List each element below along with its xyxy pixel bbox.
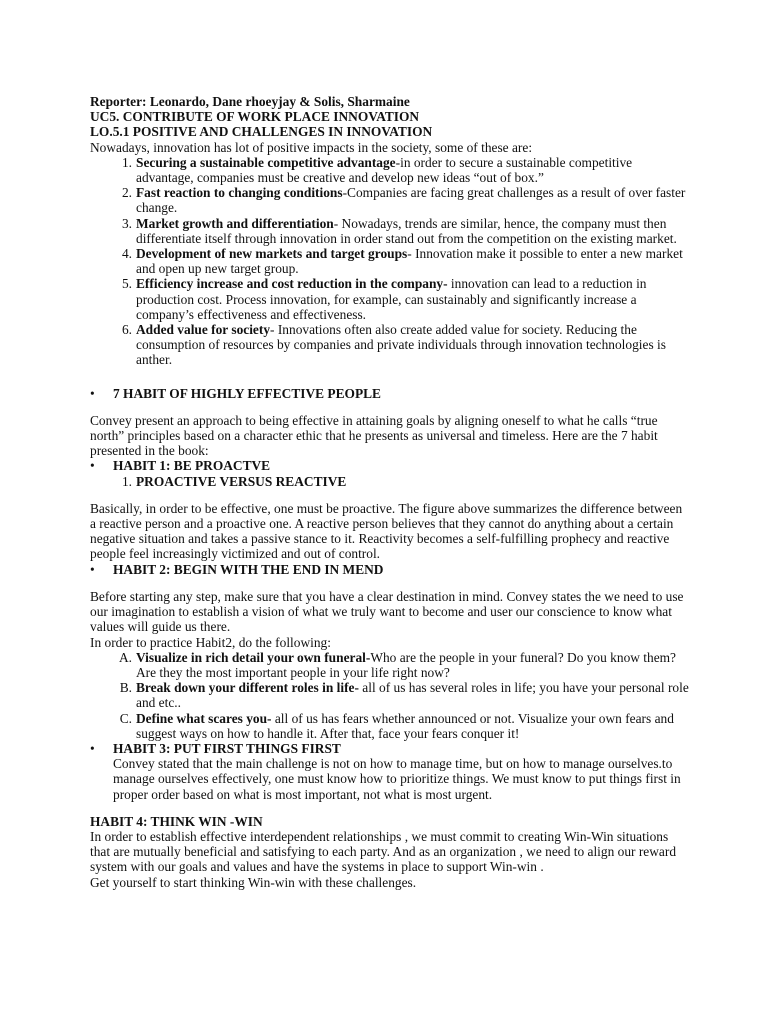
list-item: A. Visualize in rich detail your own funeral-Who are the people in your funeral? Do you know them? Are they the most important people in your life right now? [118,649,676,680]
list-item: 3. Market growth and differentiation- Nowadays, trends are similar, hence, the company must then differentiate itself through innovation in order stand out from the competition on the existing market. [121,215,677,246]
reporter-line: Reporter: Leonardo, Dane rhoeyjay & Solis, Sharmaine [90,94,410,109]
list-item: 4. Development of new markets and target groups- Innovation make it possible to enter a new market and open up new target group. [121,246,683,277]
bullet-icon: • [90,740,95,756]
list-item: 6. Added value for society- Innovations often also create added value for society. Reducing the consumption of resources by companies and private individuals through innovation technologies is anther. [121,322,666,368]
bullet-icon: • [90,458,95,474]
habit4-closing: Get yourself to start thinking Win-win with these challenges. [90,874,417,890]
impacts-list [90,155,690,368]
habit3-body: Convey stated that the main challenge is not on how to manage time, but on how to manage ourselves.to manage ourselves effectively, one must know how to prioritize things. We must know to put things first in proper order based on what is most important, not what is most urgent. [113,756,681,802]
habit4-body: In order to establish effective interdependent relationships , we must commit to creating Win-Win situations that are mutually beneficial and satisfying to each party. And as an organization , we need to align our reward system with our goals and values and have the systems in place to support Win-win . [90,828,677,875]
habit3-heading: • HABIT 3: PUT FIRST THINGS FIRST [90,740,341,756]
unit-title: UC5. CONTRIBUTE OF WORK PLACE INNOVATION [90,109,420,125]
habit1-body: Basically, in order to be effective, one must be proactive. The figure above summarizes the difference between a reactive person and a proactive one. A reactive person believes that they cannot do anything about a certain negative situation and takes a passive stance to it. Reactivity becomes a self-fulfilling prophecy and reactive people feel increasingly victimized and out of control. [90,500,683,562]
list-item: 5. Efficiency increase and cost reduction in the company- innovation can lead to a reduction in production cost. Process innovation, for example, can sustainably and significantly increase a company’s effectiveness and effectiveness. [121,276,647,322]
habit1-heading: • HABIT 1: BE PROACTVE [90,458,271,474]
habit4-heading: HABIT 4: THINK WIN -WIN [90,813,263,829]
habit2-heading: • HABIT 2: BEGIN WITH THE END IN MEND [90,561,384,577]
bullet-icon: • [90,561,95,577]
intro-paragraph: Nowadays, innovation has lot of positive impacts in the society, some of these are: [90,139,533,155]
list-item: 1. Securing a sustainable competitive advantage-in order to secure a sustainable competitive advantage, companies must be creative and develop new ideas “out of box.” [121,154,633,186]
lo-title: LO.5.1 POSITIVE AND CHALLENGES IN INNOVATION [90,124,433,140]
habit2-body: Before starting any step, make sure that you have a clear destination in mind. Convey states the we need to use our imagination to establish a vision of what we truly want to become and user our conscience to know what values will guide us there. [90,588,684,635]
habit2-practice: In order to practice Habit2, do the following: [90,634,331,650]
seven-habits-intro: Convey present an approach to being effective in attaining goals by aligning oneself to what he calls “true north” principles based on a character ethic that he presents as universal and timeless. Here are the 7 habit presented in the book: [90,412,658,459]
bullet-icon: • [90,385,95,401]
document-body [90,94,690,890]
seven-habits-heading: • 7 HABIT OF HIGHLY EFFECTIVE PEOPLE [90,385,381,401]
list-item: B. Break down your different roles in life- all of us has several roles in life; you have your personal role and etc.. [119,680,689,711]
habit1-sublist [90,474,690,489]
list-item: 2. Fast reaction to changing conditions-Companies are facing great challenges as a result of over faster change. [121,185,686,216]
habit2-steps [90,650,690,741]
list-item: C. Define what scares you- all of us has fears whether announced or not. Visualize your own fears and suggest ways on how to handle it. After that, face your fears conquer it! [119,710,674,741]
list-item: 1. PROACTIVE VERSUS REACTIVE [121,473,347,489]
